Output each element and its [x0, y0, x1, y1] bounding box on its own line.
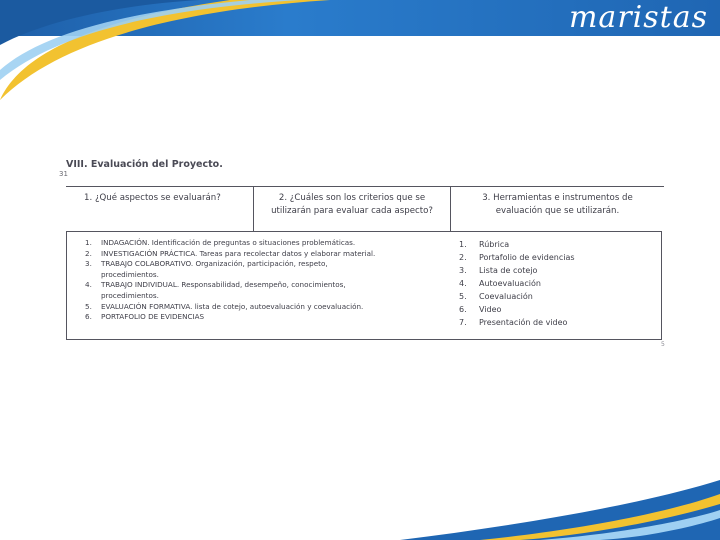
column-tools-line1: 3. Herramientas e instrumentos de: [482, 193, 633, 203]
criteria-item-continuation: procedimientos.: [101, 290, 159, 300]
evaluation-table-header: [66, 186, 664, 232]
criteria-item: 5. EVALUACIÓN FORMATIVA. lista de cotejo, autoevaluación y coevaluación.: [85, 301, 364, 311]
tool-item: 4. Autoevaluación: [459, 279, 541, 288]
side-mark: 31: [59, 170, 68, 178]
tool-item: 7. Presentación de video: [459, 318, 568, 327]
column-aspects: [66, 187, 254, 232]
tool-item: 3. Lista de cotejo: [459, 266, 538, 275]
column-criteria-line1: 2. ¿Cuáles son los criterios que se: [278, 193, 426, 203]
column-aspects-text: ¿Qué aspectos se evaluarán?: [94, 193, 221, 203]
tool-item: 6. Video: [459, 305, 502, 314]
criteria-item: 4. TRABAJO INDIVIDUAL. Responsabilidad, desempeño, conocimientos,: [85, 280, 346, 290]
tool-item: 1. Rúbrica: [459, 240, 510, 249]
footer-swoosh: [0, 480, 720, 540]
tool-item: 5. Coevaluación: [459, 292, 533, 301]
evaluation-table-body: [66, 231, 662, 340]
criteria-item: 6. PORTAFOLIO DE EVIDENCIAS: [85, 312, 205, 322]
criteria-item: 2. INVESTIGACIÓN PRÁCTICA. Tareas para recolectar datos y elaborar material.: [85, 248, 376, 258]
section-title: VIII. Evaluación del Proyecto.: [66, 159, 223, 170]
tools-list: [459, 238, 659, 329]
criteria-item: 1. INDAGACIÓN. Identificación de preguntas o situaciones problemáticas.: [85, 238, 356, 247]
criteria-item: 3. TRABAJO COLABORATIVO. Organización, participación, respeto,: [85, 259, 328, 269]
tool-item: 2. Portafolio de evidencias: [459, 253, 575, 262]
column-aspects-number: 1.: [84, 193, 93, 203]
maristas-logo: maristas: [568, 0, 708, 35]
column-criteria: [254, 187, 451, 232]
column-criteria-line2: utilizarán para evaluar cada aspecto?: [271, 206, 433, 216]
page-number: 5: [661, 341, 665, 348]
column-tools-line2: evaluación que se utilizarán.: [495, 206, 620, 216]
criteria-item-continuation: procedimientos.: [101, 269, 159, 279]
column-tools: [451, 187, 664, 232]
criteria-list: [85, 238, 455, 323]
